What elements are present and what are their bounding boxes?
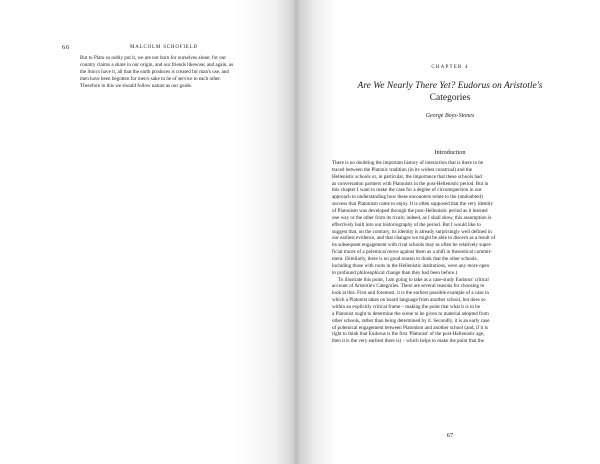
paragraph-1-line: one way or the other from its rivals; indeed, as I shall show, this assumption is — [332, 214, 492, 221]
paragraph-1-line: approach to understanding how these encounters relate to the (undoubted) — [332, 194, 483, 201]
paragraph-2-line: then it is the very earliest there is) – which helps to make the point that the — [332, 338, 484, 345]
chapter-author: George Boys-Stones — [425, 113, 475, 119]
paragraph-1-line: its subsequent engagement with rival schools may as often be relatively super- — [332, 242, 492, 249]
chapter-title-line-2: Categories — [429, 93, 471, 103]
paragraph-1-line: There is no doubting the important history of interaction that is there to be — [332, 160, 484, 166]
body-text — [332, 160, 568, 345]
paragraph-1-line: to profound philosophical change than they had been before.) — [332, 269, 458, 276]
left-text-line: the Stoics have it, all that the earth produces is created for man's use, and — [80, 68, 229, 75]
paragraph-2-line: To illustrate this point, I am going to take as a case-study Eudorus' critical — [338, 276, 489, 283]
left-text-line: Therefore in this we should follow nature as our guide. — [80, 82, 193, 89]
left-text-line: But to Plato so nobly put it, we are not born for ourselves alone; for our — [80, 55, 226, 61]
paragraph-1-line: ment. (Similarly, there is no good reason to think that the other schools, — [332, 256, 478, 263]
paragraph-2-line: look at this. First and foremost, it is the earliest possible example of a case in — [332, 290, 489, 297]
section-heading: Introduction — [434, 149, 466, 156]
paragraph-1-line: including those with roots in the Hellenistic institutions, were any more open — [332, 262, 490, 269]
chapter-title-line-1: Are We Nearly There Yet? Eudorus on Aristotle's — [357, 81, 543, 91]
book-gutter — [292, 0, 300, 464]
paragraph-2-line: which a Platonist takes on board language from another school, but does so — [332, 297, 486, 304]
chapter-title — [300, 80, 600, 104]
running-head-title: MALCOLM SCHOFIELD — [130, 45, 198, 50]
left-running-head — [62, 44, 274, 54]
paragraph-1-line: of Platonism was developed through the post-Hellenistic period as it learned — [332, 208, 488, 215]
chapter-label: CHAPTER 4 — [431, 65, 469, 70]
left-page-number: 66 — [62, 44, 70, 51]
paragraph-1-line: Hellenistic schools or, in particular, the importance that these schools had — [332, 173, 482, 180]
paragraph-2-line: right to think that Eudorus is the first 'Platonist' of the post-Hellenistic age, — [332, 331, 485, 338]
paragraph-1-line: as conversation partners with Platonists in the post-Hellenistic period. But in — [332, 180, 489, 187]
paragraph-1-line: traced between the Platonic tradition (in its widest construal) and the — [332, 166, 473, 173]
paragraph-1-line: our earliest evidence, and that changes we might be able to discern as a result of — [332, 235, 496, 242]
paragraph-2-line: a Platonist ought to determine the scene to be given to material adopted from — [332, 310, 489, 317]
left-page-text — [80, 55, 276, 90]
left-text-line: country claims a share in our origin, and our friends likewise; and again, as — [80, 61, 234, 68]
paragraph-2-line: within an explicitly critical frame – making the point that what it is to be — [332, 304, 480, 311]
paragraph-1-line: ficial traces of a polemical move against them as a shift in theoretical commit- — [332, 249, 492, 256]
right-page-number: 67 — [446, 432, 454, 439]
left-text-line: men have been begotten for men's sake to be of service to each other. — [80, 75, 221, 82]
paragraph-2-line: of polemical engagement between Platonism and another school (and, if it is — [332, 324, 488, 331]
paragraph-2-line: account of Aristotle's Categories. There are several reasons for choosing to — [332, 283, 485, 290]
paragraph-2-line: other schools, rather than being determined by it. Secondly, it is an early case — [332, 317, 490, 324]
paragraph-1-line: success that Platonism came to enjoy. It is often supposed that the very identity — [332, 201, 494, 208]
paragraph-1-line: effectively built into our historiography of the period. But I would like to — [332, 221, 481, 228]
paragraph-1-line: suggest that, on the contrary, its identity is already surprisingly well defined in — [332, 228, 492, 235]
paragraph-1-line: this chapter I want to make the case for a degree of circumspection in our — [332, 187, 482, 194]
